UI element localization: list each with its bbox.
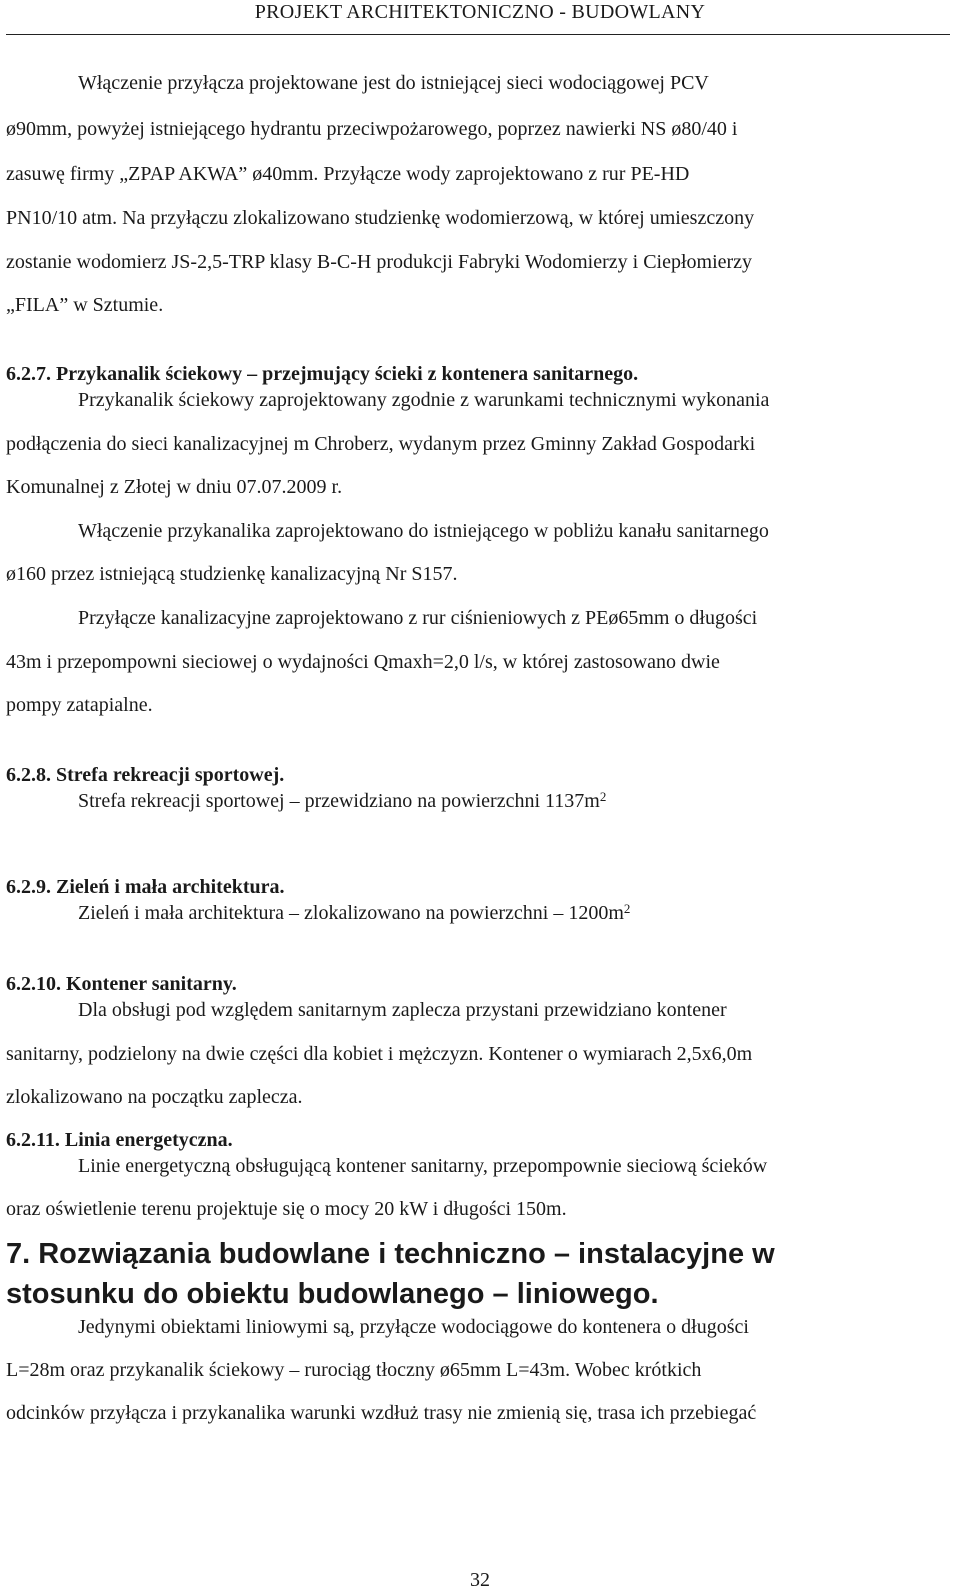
paragraph-line: sanitarny, podzielony na dwie części dla kobiet i mężczyzn. Kontener o wymiarach 2,5x6,0m xyxy=(6,1043,753,1065)
paragraph-line: Przykanalik ściekowy zaprojektowany zgodnie z warunkami technicznymi wykonania xyxy=(78,389,770,411)
paragraph-line: zasuwę firmy „ZPAP AKWA” ø40mm. Przyłącze wody zaprojektowano z rur PE-HD xyxy=(6,163,690,185)
paragraph-line: Strefa rekreacji sportowej – przewidziano na powierzchni $1137m^2$ xyxy=(78,789,607,812)
chapter-heading-7: 7. Rozwiązania budowlane i techniczno – instalacyjne w xyxy=(6,1238,775,1270)
paragraph-line: oraz oświetlenie terenu projektuje się o mocy 20 kW i długości 150m. xyxy=(6,1198,567,1220)
paragraph-line: zostanie wodomierz JS-2,5-TRP klasy B-C-H produkcji Fabryki Wodomierzy i Ciepłomierzy xyxy=(6,251,753,273)
paragraph-line: ø90mm, powyżej istniejącego hydrantu przeciwpożarowego, poprzez nawierki NS ø80/40 i xyxy=(6,118,738,140)
paragraph-line: 43m i przepompowni sieciowej o wydajności Qmaxh=2,0 l/s, w której zastosowano dwie xyxy=(6,651,720,673)
section-heading-6-2-10: 6.2.10. Kontener sanitarny. xyxy=(6,973,237,995)
paragraph-line: ø160 przez istniejącą studzienkę kanalizacyjną Nr S157. xyxy=(6,563,458,585)
header-title: PROJEKT ARCHITEKTONICZNO - BUDOWLANY xyxy=(254,1,706,23)
superscript: 2 xyxy=(599,789,607,804)
paragraph-line: Komunalnej z Złotej w dniu 07.07.2009 r. xyxy=(6,476,343,498)
paragraph-line: „FILA” w Sztumie. xyxy=(6,294,164,316)
header-divider xyxy=(6,34,950,35)
paragraph-line: Dla obsługi pod względem sanitarnym zaplecza przystani przewidziano kontener xyxy=(78,999,727,1021)
section-heading-6-2-11: 6.2.11. Linia energetyczna. xyxy=(6,1129,233,1151)
superscript: 2 xyxy=(623,901,631,916)
page-number: 32 xyxy=(470,1569,490,1591)
section-heading-6-2-7: 6.2.7. Przykanalik ściekowy – przejmujący ścieki z kontenera sanitarnego. xyxy=(6,363,639,385)
page-header xyxy=(0,0,960,36)
paragraph-line: Jedynymi obiektami liniowymi są, przyłącze wodociągowe do kontenera o długości xyxy=(78,1316,749,1338)
paragraph-line: Linie energetyczną obsługującą kontener sanitarny, przepompownie sieciową ścieków xyxy=(78,1155,768,1177)
paragraph-line: pompy zatapialne. xyxy=(6,694,153,716)
paragraph-line: Włączenie przyłącza projektowane jest do istniejącej sieci wodociągowej PCV xyxy=(78,72,709,94)
paragraph-line: Włączenie przykanalika zaprojektowano do istniejącego w pobliżu kanału sanitarnego xyxy=(78,520,769,542)
chapter-heading-7-continued: stosunku do obiektu budowlanego – liniowego. xyxy=(6,1278,659,1310)
paragraph-line: Przyłącze kanalizacyjne zaprojektowano z rur ciśnieniowych z PEø65mm o długości xyxy=(78,607,758,629)
paragraph-line: odcinków przyłącza i przykanalika warunki wzdłuż trasy nie zmienią się, trasa ich przebiegać xyxy=(6,1402,757,1424)
paragraph-line: L=28m oraz przykanalik ściekowy – rurociąg tłoczny ø65mm L=43m. Wobec krótkich xyxy=(6,1359,702,1381)
paragraph-line: podłączenia do sieci kanalizacyjnej m Chroberz, wydanym przez Gminny Zakład Gospodarki xyxy=(6,433,756,455)
section-heading-6-2-9: 6.2.9. Zieleń i mała architektura. xyxy=(6,876,285,898)
section-heading-6-2-8: 6.2.8. Strefa rekreacji sportowej. xyxy=(6,764,285,786)
paragraph-line: Zieleń i mała architektura – zlokalizowano na powierzchni – $1200m^2$ xyxy=(78,901,631,924)
paragraph-line: PN10/10 atm. Na przyłączu zlokalizowano studzienkę wodomierzową, w której umieszczony xyxy=(6,207,755,229)
paragraph-line: zlokalizowano na początku zaplecza. xyxy=(6,1086,303,1108)
